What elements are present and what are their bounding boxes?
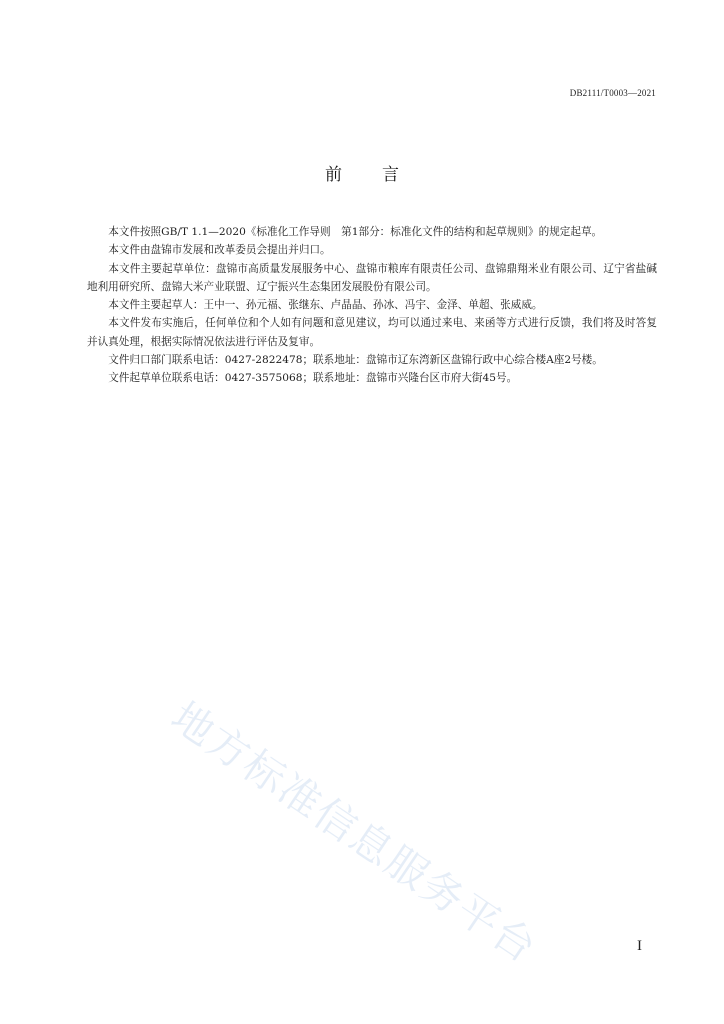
preface-body [87,223,657,388]
paragraph-drafting-unit-contact: 文件起草单位联系电话：0427-3575068；联系地址：盘锦市兴隆台区市府大街45号。 [108,372,518,385]
page-title: 前言 [325,165,439,185]
paragraph-drafting-rules: 本文件按照GB/T 1.1—2020《标准化工作导则 第1部分：标准化文件的结构和起草规则》的规定起草。 [108,226,603,238]
paragraph-feedback: 本文件发布实施后，任何单位和个人如有问题和意见建议，均可以通过来电、来函等方式进行反馈，我们将及时答复并认真处理，根据实际情况依法进行评估及复审。 [87,317,657,348]
paragraph-drafters: 本文件主要起草人：王中一、孙元福、张继东、卢晶晶、孙冰、冯宇、金泽、单超、张威威。 [108,299,543,312]
page-number: I [637,938,642,954]
document-code: DB2111/T0003—2021 [569,88,656,98]
paragraph-proposer: 本文件由盘锦市发展和改革委员会提出并归口。 [108,244,331,257]
paragraph-department-contact: 文件归口部门联系电话：0427-2822478；联系地址：盘锦市辽东湾新区盘锦行政中心综合楼A座2号楼。 [108,354,603,367]
watermark-text: 地方标准信息服务平台 [162,692,546,973]
paragraph-drafting-units: 本文件主要起草单位：盘锦市高质量发展服务中心、盘锦市粮库有限责任公司、盘锦鼎翔米业有限公司、辽宁省盐碱地利用研究所、盘锦大米产业联盟、辽宁振兴生态集团发展股份有限公司。 [87,262,657,293]
